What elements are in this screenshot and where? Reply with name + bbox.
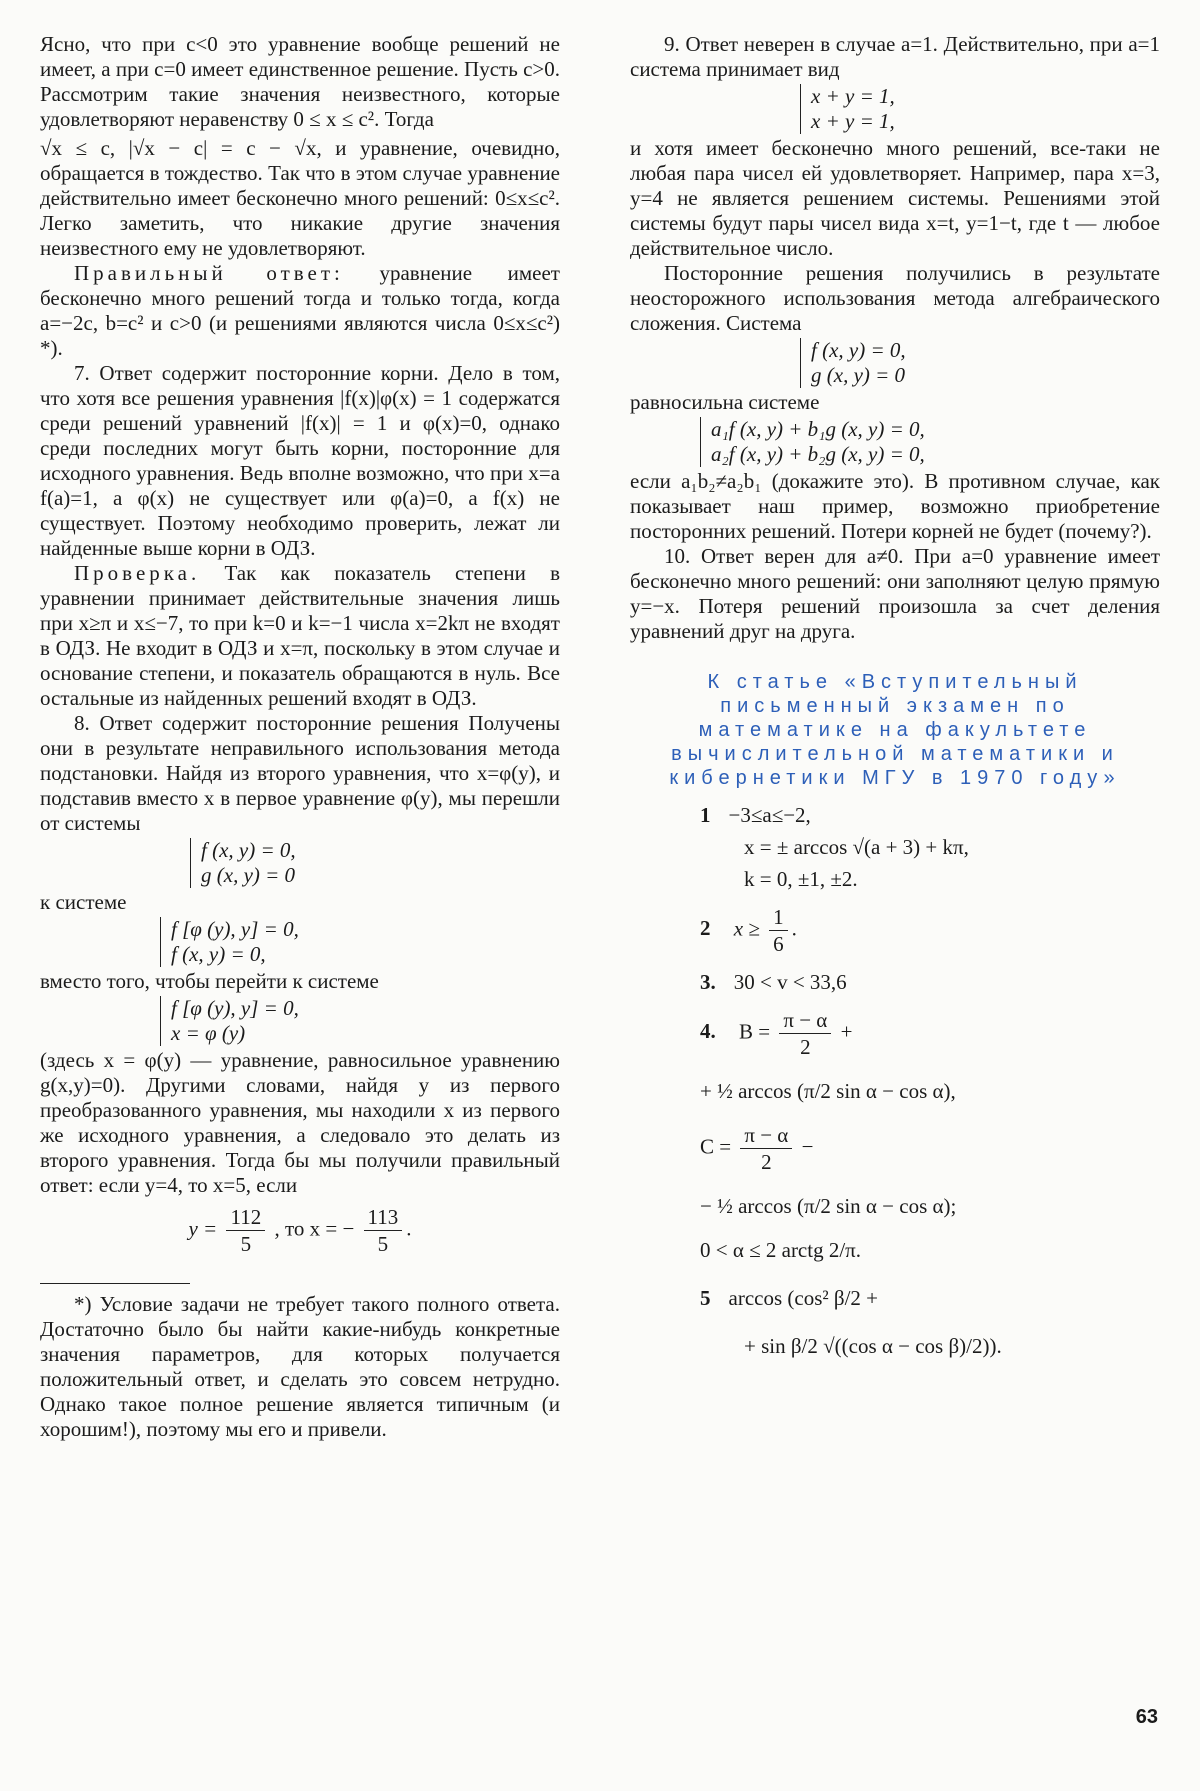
paragraph: √x ≤ c, |√x − c| = c − √x, и уравнение, очевидно, обращается в тождество. Так что в этом случае уравнение действительно имеет бесконечно много решений: 0≤x≤c². Легко заметить, что никакие другие значения неизвестного ему не удовлетворяют. xyxy=(40,136,560,260)
footnote: *) Условие задачи не требует такого полного ответа. Достаточно было бы найти какие-нибудь конкретные значения параметров, для которых получается положительный ответ, и сделать это совсем нетрудно. Однако такое полное решение является типичным (и хорошим!), поэтому мы его и привели. xyxy=(40,1292,560,1441)
final-answer: y = $\frac{112}{5}$ , то x = − $\frac{113}{5}$ . xyxy=(188,1205,412,1256)
denominator: 6 xyxy=(773,932,784,956)
final-mid: , то x = − xyxy=(274,1216,355,1241)
equation-system xyxy=(190,838,560,888)
paragraph: Ясно, что при c<0 это уравнение вообще решений не имеет, а при c=0 имеет единственное решение. Пусть c>0. Рассмотрим такие значения неизвестного, которые удовлетворяют неравенству 0 ≤ x ≤ c². Тогда xyxy=(40,32,560,131)
fraction xyxy=(226,1204,265,1257)
numerator: 113 xyxy=(364,1204,403,1231)
section-heading: К статье «Вступительный письменный экзамен по математике на факультете вычислительной математики и кибернетики МГУ в 1970 году» xyxy=(669,671,1121,789)
answer-line: + sin β/2 √((cos α − cos β)/2)). xyxy=(744,1334,1002,1358)
answer-number: 4. xyxy=(700,1019,716,1044)
fraction xyxy=(779,1007,831,1060)
answer-number: 1 xyxy=(700,803,711,827)
equation: a₂f (x, y) + b₂g (x, y) = 0, xyxy=(711,442,925,466)
answer-2: 2 x ≥ $\frac{1}{6}$ . xyxy=(700,905,797,956)
right-column xyxy=(630,32,1160,1365)
answer-line: 0 < α ≤ 2 arctg 2/π. xyxy=(700,1238,862,1262)
paragraph: вместо того, чтобы перейти к системе xyxy=(40,969,379,993)
answer-text: x ≥ xyxy=(733,916,760,941)
numerator: 112 xyxy=(226,1204,265,1231)
equation-system xyxy=(800,84,1160,134)
equation: a₁f (x, y) + b₁g (x, y) = 0, xyxy=(711,417,925,441)
equation: f (x, y) = 0, xyxy=(811,338,906,362)
equation: f [φ (y), y] = 0, xyxy=(171,996,299,1020)
check-text: Так как показатель степени в уравнении принимает действительные значения лишь при x≥π и x≤−7, то при k=0 и k=−1 числа x=2kπ не входят в ОДЗ. Не входит в ОДЗ и x=π, поскольку в этом случае и основание степени, и показатель обращаются в нуль. Все остальные из найденных решений входят в ОДЗ. xyxy=(40,561,561,710)
answer-number: 5 xyxy=(700,1286,711,1310)
answer-text: + xyxy=(840,1019,853,1044)
final-y-label: y = xyxy=(188,1216,218,1241)
answer-text: − xyxy=(801,1134,814,1159)
answer-label: Правильный ответ: xyxy=(74,261,344,285)
paragraph: 9. Ответ неверен в случае a=1. Действительно, при a=1 система принимает вид xyxy=(630,32,1160,81)
paragraph xyxy=(40,261,560,361)
paragraph xyxy=(40,561,560,711)
paragraph: если a₁b₂≠a₂b₁ (докажите это). В противном случае, как показывает наш пример, возможно приобретение посторонних решений. Потери корней не будет (почему?). xyxy=(630,469,1160,543)
equation-system xyxy=(160,917,560,967)
equation-system xyxy=(700,417,1160,467)
equation: g (x, y) = 0 xyxy=(201,863,296,887)
numerator: π − α xyxy=(779,1007,831,1034)
answer-4 xyxy=(700,1007,1160,1263)
equation: g (x, y) = 0 xyxy=(811,363,906,387)
fraction xyxy=(769,904,788,957)
answer-text: уравнение имеет бесконечно много решений тогда и только тогда, когда a=−2c, b=c² и c>0 (и решениями являются числа 0≤x≤c²) *). xyxy=(40,261,560,360)
paragraph: и хотя имеет бесконечно много решений, все-таки не любая пара чисел ей удовлетворяет. Например, пара x=3, y=4 не является решением системы. Решениями этой системы будут пары чисел вида x=t, y=1−t, где t — любое действительное число. xyxy=(630,136,1160,260)
check-label: Проверка. xyxy=(74,561,201,585)
paragraph: к системе xyxy=(40,890,127,914)
fraction xyxy=(740,1122,792,1175)
equation-system xyxy=(800,338,1160,388)
answer-line: −3≤a≤−2, xyxy=(728,803,811,827)
equation: f [φ (y), y] = 0, xyxy=(171,917,299,941)
page-number: 63 xyxy=(1135,1706,1158,1728)
answer-line: − ½ arccos (π/2 sin α − cos α); xyxy=(700,1194,957,1218)
answer-line: arccos (cos² β/2 + xyxy=(728,1286,879,1310)
equation-system xyxy=(160,996,560,1046)
denominator: 2 xyxy=(761,1150,772,1174)
fraction xyxy=(364,1204,403,1257)
paragraph: Посторонние решения получились в результате неосторожного использования метода алгебраического сложения. Система xyxy=(630,261,1160,335)
equation: x + y = 1, xyxy=(811,84,895,108)
answer-text: B = xyxy=(739,1019,771,1044)
footnote-divider xyxy=(40,1283,190,1284)
answer-3 xyxy=(700,969,1160,995)
equation: f (x, y) = 0, xyxy=(171,942,266,966)
answer-line: + ½ arccos (π/2 sin α − cos α), xyxy=(700,1079,956,1103)
answer-5 xyxy=(700,1285,1160,1359)
numerator: 1 xyxy=(769,904,788,931)
paragraph: 10. Ответ верен для a≠0. При a=0 уравнение имеет бесконечно много решений: они заполняют целую прямую y=−x. Потеря решений произошла за счет деления уравнений друг на друга. xyxy=(630,544,1160,643)
equation: x + y = 1, xyxy=(811,109,895,133)
denominator: 2 xyxy=(800,1035,811,1059)
denominator: 5 xyxy=(377,1232,389,1256)
answer-number: 2 xyxy=(700,916,711,941)
answer-line: k = 0, ±1, ±2. xyxy=(744,867,858,891)
equation: x = φ (y) xyxy=(171,1021,246,1045)
equation: f (x, y) = 0, xyxy=(201,838,296,862)
answer-text: 30 < v < 33,6 xyxy=(733,970,847,994)
answer-text: C = xyxy=(700,1134,732,1159)
answer-line: x = ± arccos √(a + 3) + kπ, xyxy=(744,835,969,859)
answer-number: 3. xyxy=(700,970,716,994)
paragraph: 8. Ответ содержит посторонние решения Получены они в результате неправильного использования метода подстановки. Найдя из второго уравнения, что x=φ(y), и подставив вместо x в первое уравнение φ(y), мы перешли от системы xyxy=(40,711,560,835)
paragraph: (здесь x = φ(y) — уравнение, равносильное уравнению g(x,y)=0). Другими словами, найдя y из первого преобразованного уравнения, мы находили x из первого же исходного уравнения, а следовало это делать из второго уравнения. Тогда бы мы получили правильный ответ: если y=4, то x=5, если xyxy=(40,1048,560,1197)
answer-1 xyxy=(700,802,1160,892)
numerator: π − α xyxy=(740,1122,792,1149)
left-column xyxy=(40,32,560,1442)
denominator: 5 xyxy=(240,1232,252,1256)
paragraph: равносильна системе xyxy=(630,390,820,414)
paragraph: 7. Ответ содержит посторонние корни. Дело в том, что хотя все решения уравнения |f(x)|φ(x) = 1 содержатся среди решений уравнений |f(x)| = 1 и φ(x)=0, однако среди последних могут быть корни, посторонние для исходного уравнения. Ведь вполне возможно, что при x=a f(a)=1, а φ(x) не существует или φ(a)=0, а f(x) не существует. Поэтому необходимо проверить, лежат ли найденные выше корни в ОДЗ. xyxy=(40,361,560,560)
